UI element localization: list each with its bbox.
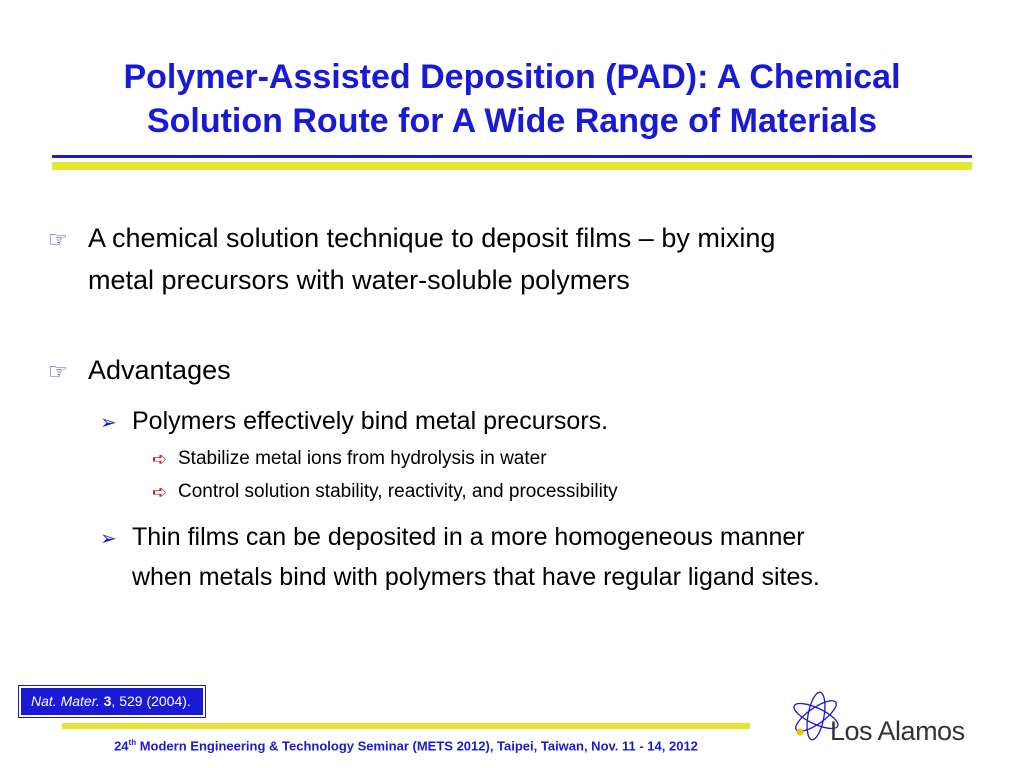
sub-sub-bullet-2-text: Control solution stability, reactivity, and processibility [178,481,618,502]
citation-volume: 3 [103,693,112,709]
bullet-2-label: Advantages [88,355,231,385]
footer-ordinal: th [128,738,137,747]
sub-bullet-2 [100,517,820,597]
citation-journal: Nat. Mater. [31,693,100,709]
red-arrow-icon: ➪ [152,449,168,469]
sub-bullet-1-text: Polymers effectively bind metal precursors. [132,407,609,435]
title-line-1: Polymer-Assisted Deposition (PAD): A Chemical [123,58,901,96]
bullet-1-line-1: A chemical solution technique to deposit films – by mixing [88,223,776,253]
bullet-1-line-2: metal precursors with water-soluble polymers [88,265,630,295]
bullet-2 [48,349,231,393]
footer-rest: Modern Engineering & Technology Seminar (METS 2012), Taipei, Taiwan, Nov. 11 - 14, 2012 [136,738,698,754]
sub-sub-bullet-2 [152,478,618,506]
arrowhead-icon: ➢ [100,528,117,550]
pointing-hand-icon: ☞ [48,227,68,252]
sub-sub-bullet-1-text: Stabilize metal ions from hydrolysis in water [178,448,547,469]
red-arrow-icon: ➪ [152,482,168,502]
bullet-1 [48,217,775,301]
title-line-2: Solution Route for A Wide Range of Materials [146,102,878,140]
footer-text [62,738,750,753]
sub-bullet-2-line-2: when metals bind with polymers that have regular ligand sites. [132,563,820,591]
citation-box [19,686,205,717]
footer-divider [62,723,750,729]
title-divider-yellow [52,162,972,170]
arrowhead-icon: ➢ [100,412,117,434]
pointing-hand-icon: ☞ [48,359,68,384]
sub-sub-bullet-1 [152,445,547,473]
sub-bullet-1 [100,401,608,443]
citation-rest: , 529 (2004). [111,693,191,709]
footer-number: 24 [114,738,129,754]
title-divider-blue [52,155,972,158]
logo-text: Los Alamos [830,716,965,746]
slide-title [40,55,984,143]
sub-bullet-2-line-1: Thin films can be deposited in a more homogeneous manner [132,523,805,551]
